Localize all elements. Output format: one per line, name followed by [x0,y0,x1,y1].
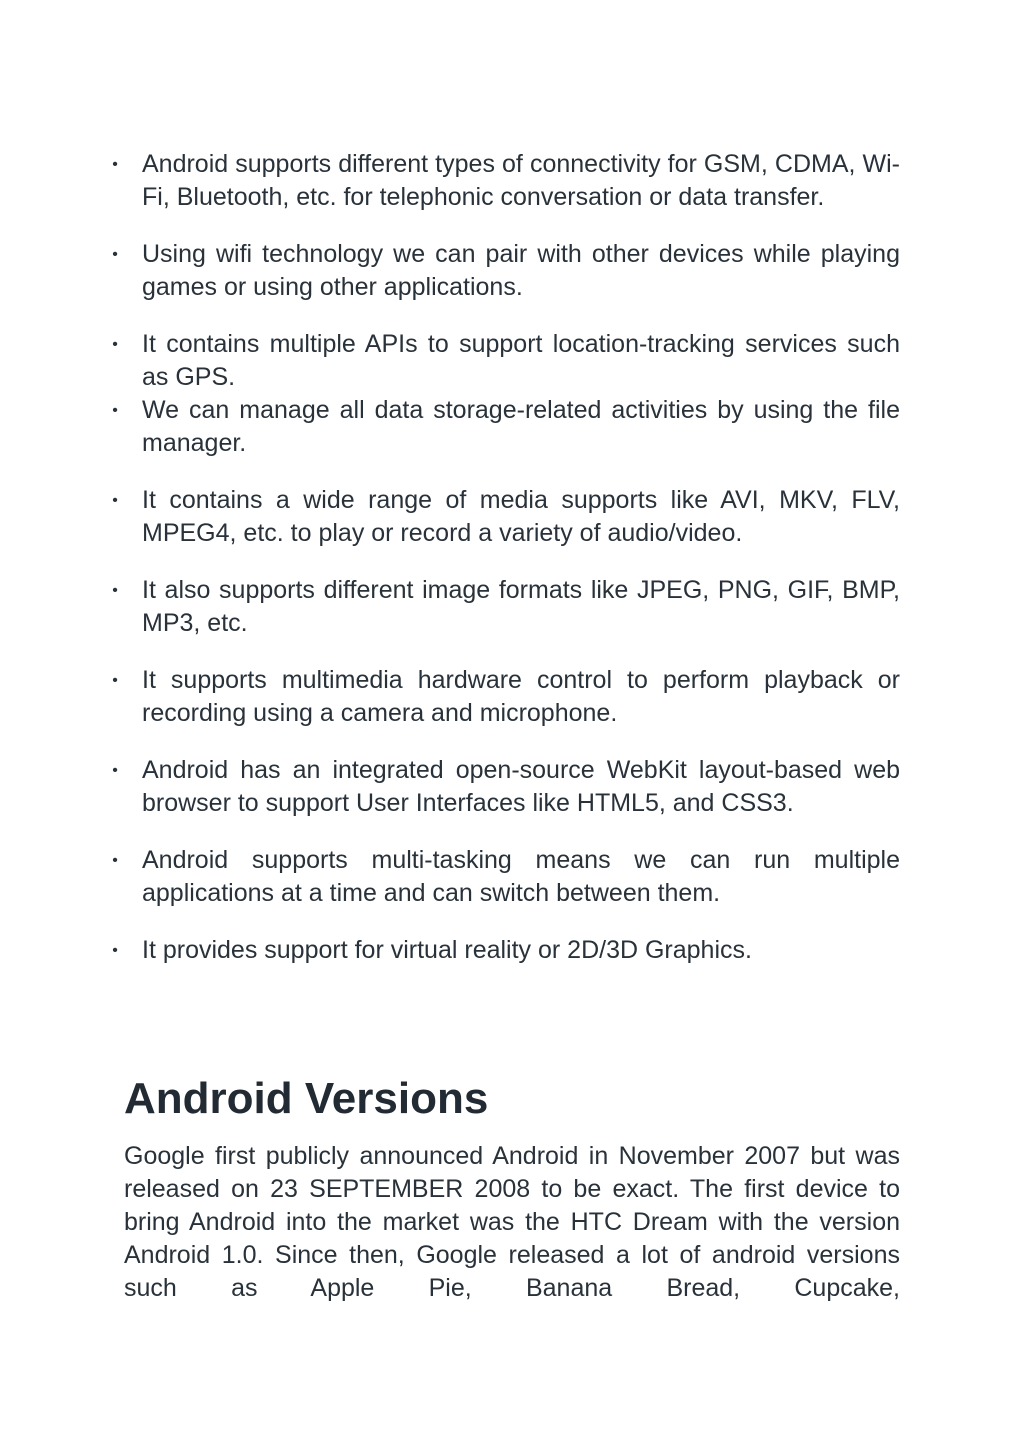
bullet-icon: • [112,492,118,509]
bullet-icon: • [112,402,118,419]
list-item [108,574,900,640]
bullet-icon: • [112,336,118,353]
list-item-text: Android has an integrated open-source WebKit layout-based web browser to support User Interfaces like HTML5, and CSS3. [142,756,900,817]
section-heading: Android Versions [124,1074,489,1123]
bullet-icon: • [112,762,118,779]
section-paragraph: Google first publicly announced Android in November 2007 but was released on 23 SEPTEMBER 2008 to be exact. The first device to bring Android into the market was the HTC Dream with the version Android 1.0. Since then, Google released a lot of android versions such as Apple Pie, Banana Bread, Cupcake, [124,1142,900,1302]
list-item [108,148,900,214]
features-bullet-list [108,148,900,991]
list-item-text: Android supports multi-tasking means we can run multiple applications at a time and can switch between them. [142,846,900,907]
list-item-text: Using wifi technology we can pair with other devices while playing games or using other applications. [142,240,900,301]
list-item-text: Android supports different types of connectivity for GSM, CDMA, Wi-Fi, Bluetooth, etc. for telephonic conversation or data transfer. [142,150,900,211]
list-item [108,664,900,730]
list-item-text: It provides support for virtual reality or 2D/3D Graphics. [142,936,752,964]
list-item [108,328,900,394]
list-item [108,754,900,820]
bullet-icon: • [112,942,118,959]
list-item-text: It contains multiple APIs to support location-tracking services such as GPS. [142,330,900,391]
android-versions-section [124,1072,900,1305]
list-item-text: It contains a wide range of media supports like AVI, MKV, FLV, MPEG4, etc. to play or record a variety of audio/video. [142,486,900,547]
list-item-text: It supports multimedia hardware control to perform playback or recording using a camera and microphone. [142,666,900,727]
list-item [108,238,900,304]
bullet-icon: • [112,852,118,869]
bullet-icon: • [112,156,118,173]
list-item [108,844,900,910]
bullet-icon: • [112,672,118,689]
bullet-icon: • [112,582,118,599]
list-item-text: It also supports different image formats like JPEG, PNG, GIF, BMP, MP3, etc. [142,576,900,637]
list-item [108,394,900,460]
list-item-text: We can manage all data storage-related activities by using the file manager. [142,396,900,457]
bullet-icon: • [112,246,118,263]
list-item [108,484,900,550]
list-item [108,934,900,967]
